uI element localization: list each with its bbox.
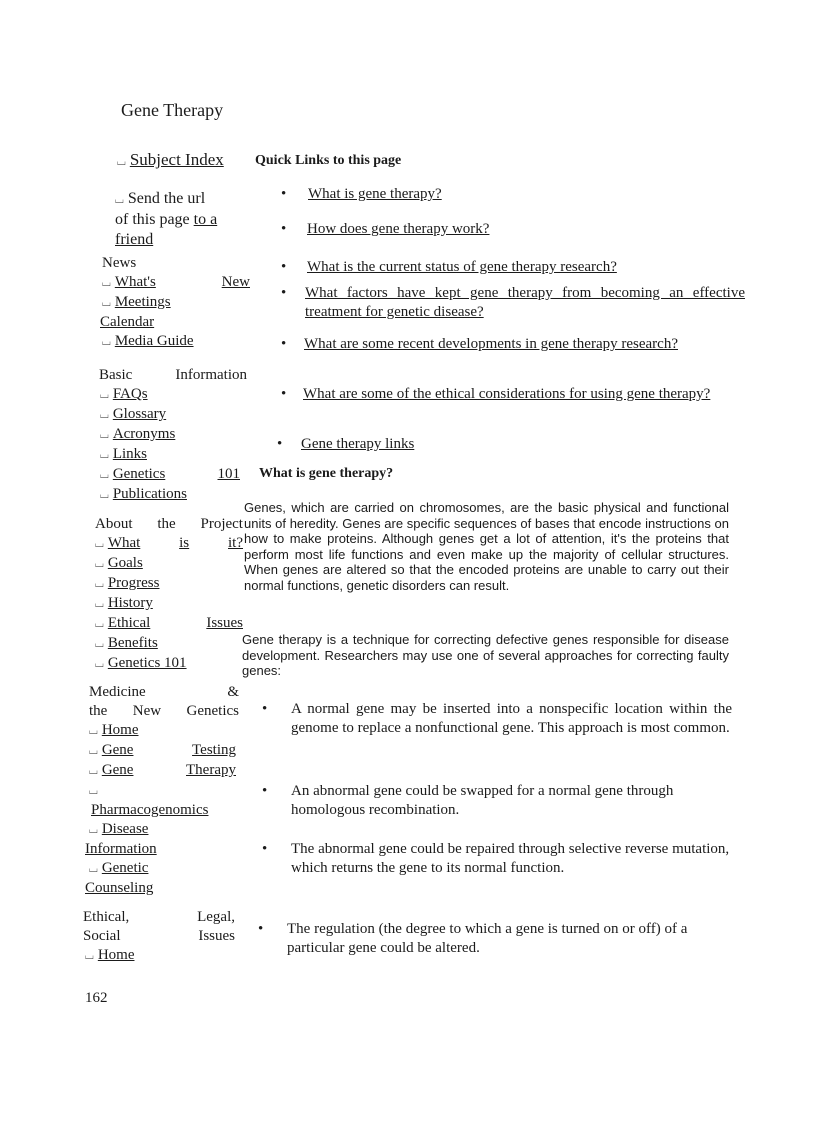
approach-item: • The regulation (the degree to which a gene is turned on or off) of a particular gene could be altered.	[258, 921, 688, 956]
bullet-check-icon: ⌴	[115, 194, 124, 206]
approach-item: • An abnormal gene could be swapped for a normal gene through homologous recombination.	[262, 783, 674, 818]
send-url-link[interactable]: to a	[193, 211, 218, 228]
sidebar-nav-elsi	[83, 908, 235, 966]
sidebar-item-faqs[interactable]: ⌴ FAQs	[100, 386, 148, 402]
sidebar-item-gene-testing[interactable]: ⌴ Gene Testing	[89, 742, 236, 758]
sidebar-item-progress[interactable]: ⌴ Progress	[95, 575, 160, 591]
nav-header-about: About the Project	[95, 516, 243, 532]
sidebar-nav-basic	[96, 366, 256, 505]
sidebar-item-genetic[interactable]: ⌴ Genetic	[89, 860, 149, 876]
page-number: 162	[85, 990, 108, 1006]
sidebar-item-meetings[interactable]: ⌴ Meetings	[102, 294, 171, 310]
sidebar-item-calendar[interactable]: Calendar	[100, 314, 155, 330]
sidebar-item-whats-new[interactable]: ⌴ What's New	[102, 274, 250, 290]
nav-header-elsi-2: Social Issues	[83, 928, 235, 944]
sidebar-item-acronyms[interactable]: ⌴ Acronyms	[100, 426, 176, 442]
sidebar-item-ethical-issues[interactable]: ⌴ Ethical Issues	[95, 615, 243, 631]
sidebar-nav-about	[95, 515, 243, 674]
sidebar-item-goals[interactable]: ⌴ Goals	[95, 555, 143, 571]
page-title: Gene Therapy	[121, 100, 224, 120]
sidebar-item-disease[interactable]: ⌴ Disease	[89, 821, 149, 837]
sidebar-item-counseling[interactable]: Counseling	[85, 880, 154, 896]
sidebar-item-history[interactable]: ⌴ History	[95, 595, 153, 611]
sidebar-item-home[interactable]: ⌴ Home	[89, 722, 139, 738]
approach-item: • A normal gene may be inserted into a nonspecific location within the genome to replace a nonfunctional gene. This approach is most common.	[262, 701, 732, 736]
quick-links-heading: Quick Links to this page	[255, 153, 402, 168]
bullet-check-icon: ⌴	[117, 156, 126, 168]
approach-item: • The abnormal gene could be repaired through selective reverse mutation, which returns the gene to its normal function.	[262, 841, 730, 876]
send-url-link-friend[interactable]: friend	[115, 231, 154, 248]
sidebar-nav-medicine	[85, 683, 239, 898]
sidebar-item-publications[interactable]: ⌴ Publications	[100, 486, 187, 502]
section-paragraph-2: Gene therapy is a technique for correcting defective genes responsible for disease development. Researchers may use one of several approaches for correcting faulty genes:	[242, 632, 729, 678]
sidebar-item-gene-therapy[interactable]: ⌴ Gene Therapy	[89, 762, 236, 778]
sidebar-item-information[interactable]: Information	[85, 841, 157, 857]
nav-header-elsi: Ethical, Legal,	[83, 909, 235, 925]
section-paragraph-1: Genes, which are carried on chromosomes, are the basic physical and functional units of heredity. Genes are specific sequences of bases that encode instructions on how to make proteins. Although genes get a lot of attention, it's the proteins that perform most life functions and even make up the majority of cellular structures. When genes are altered so that the encoded proteins are unable to carry out their normal functions, genetic disorders can result.	[244, 500, 729, 593]
sidebar-item-links[interactable]: ⌴ Links	[100, 446, 147, 462]
nav-header-medicine: Medicine &	[89, 684, 239, 700]
section-title: What is gene therapy?	[259, 466, 394, 481]
nav-header-new-genetics: the New Genetics	[89, 703, 239, 719]
nav-header-basic: Basic Information	[99, 367, 247, 383]
sidebar-item-media-guide[interactable]: ⌴ Media Guide	[102, 333, 194, 349]
sidebar-item-genetics-101[interactable]: ⌴ Genetics 101	[100, 466, 240, 482]
bullet-check-icon: ⌴	[89, 785, 98, 797]
nav-header-news: News	[102, 255, 137, 271]
sidebar-item-home-2[interactable]: ⌴ Home	[85, 947, 135, 963]
sidebar-item-what-is-it[interactable]: ⌴ What is it?	[95, 535, 243, 551]
subject-index-link[interactable]: ⌴ Subject Index	[117, 150, 224, 169]
send-url-block: ⌴ Send the url of this page to a friend	[115, 190, 218, 248]
sidebar-item-glossary[interactable]: ⌴ Glossary	[100, 406, 167, 422]
sidebar-item-pharmacogenomics[interactable]: Pharmacogenomics	[91, 802, 209, 818]
sidebar-item-genetics-101b[interactable]: ⌴ Genetics 101	[95, 655, 187, 671]
sidebar-nav	[96, 254, 256, 352]
sidebar-item-benefits[interactable]: ⌴ Benefits	[95, 635, 158, 651]
